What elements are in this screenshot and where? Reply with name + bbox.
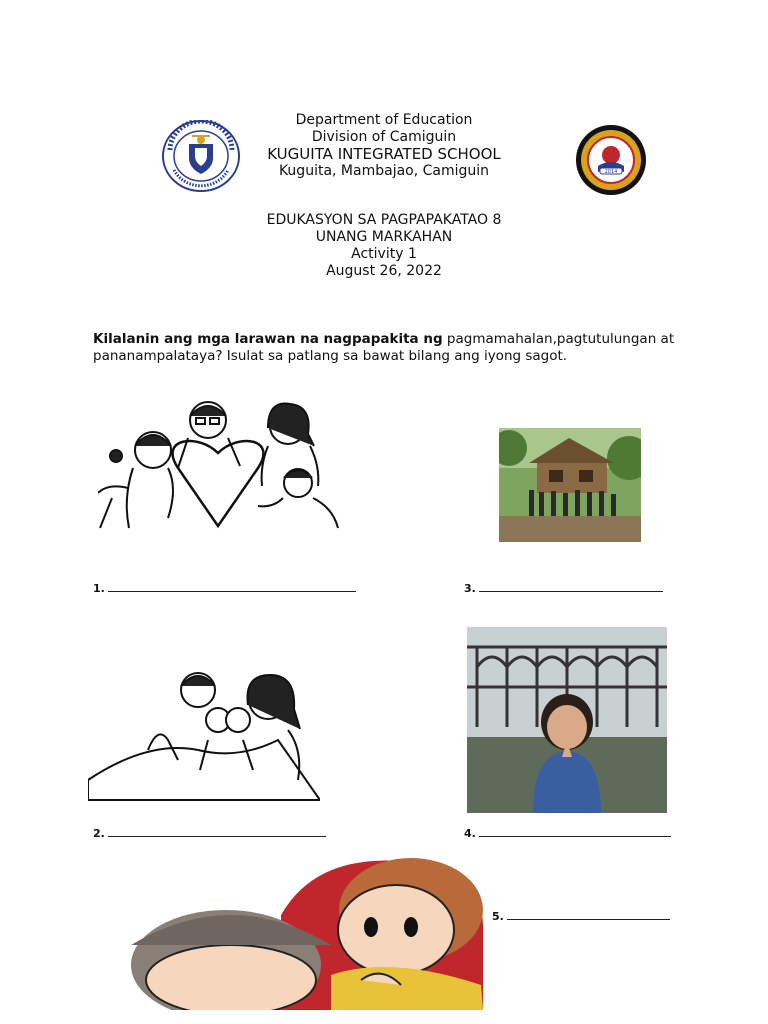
answer-5-blank[interactable] [507,909,670,920]
answer-5-number: 5. [492,910,504,923]
answer-4-blank[interactable] [479,826,671,837]
answer-4-number: 4. [464,827,476,840]
answer-5 [492,909,670,923]
activity-heading [0,212,768,280]
answer-1 [93,581,356,595]
subject-title: EDUKASYON SA PAGPAPAKATAO 8 [266,212,502,228]
answer-1-blank[interactable] [108,581,356,592]
answer-2-blank[interactable] [108,826,326,837]
activity-date: August 26, 2022 [326,263,442,279]
instruction-text [93,331,683,365]
quarter-title: UNANG MARKAHAN [315,229,453,245]
letterhead [0,112,768,180]
answer-4 [464,826,671,840]
school-seal-year: 2014 [604,169,618,175]
answer-1-number: 1. [93,582,105,595]
family-heart-drawing [98,398,343,533]
answer-3-number: 3. [464,582,476,595]
instruction-rest: pagmamahalan,pagtutulungan at pananampalataya? Isulat sa patlang sa bawat bilang ang iyong sagot. [93,331,675,364]
department-name: Department of Education [295,112,473,128]
family-praying-drawing [88,640,320,805]
answer-2 [93,826,326,840]
school-address: Kuguita, Mambajao, Camiguin [278,163,490,179]
division-name: Division of Camiguin [311,129,457,145]
answer-3-blank[interactable] [479,581,663,592]
bayanihan-house-photo [499,428,641,542]
answer-2-number: 2. [93,827,105,840]
school-name: KUGUITA INTEGRATED SCHOOL [267,145,501,163]
helping-cartoon [131,855,483,1010]
instruction-bold: Kilalanin ang mga larawan na nagpapakita ng [93,331,443,347]
child-praying-photo [467,627,667,813]
activity-title: Activity 1 [351,246,417,262]
answer-3 [464,581,663,595]
